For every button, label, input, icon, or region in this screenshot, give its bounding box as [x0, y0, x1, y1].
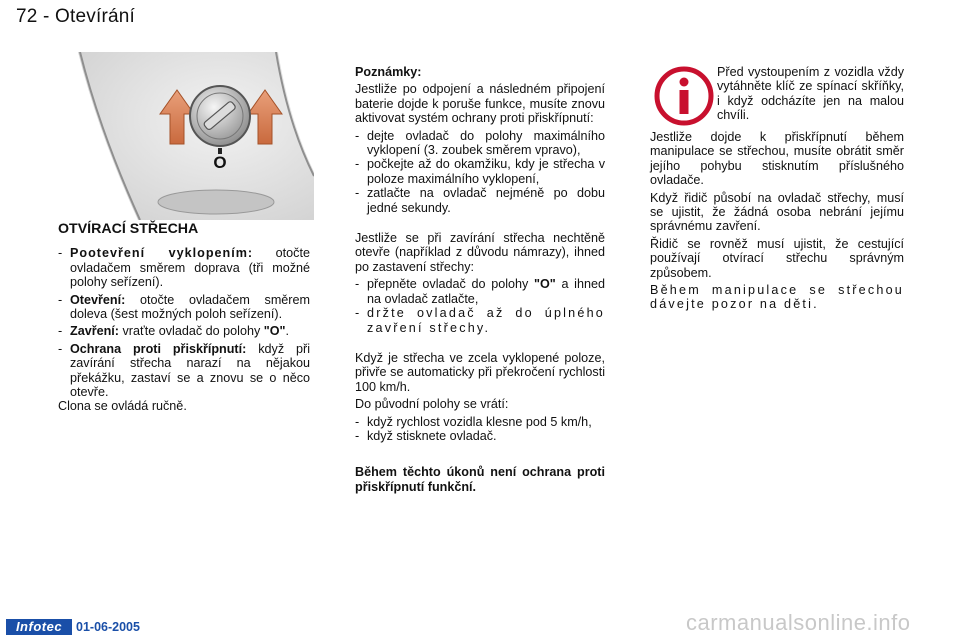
- column-left: [58, 222, 310, 414]
- header-separator: -: [43, 6, 50, 27]
- list-item: - když rychlost vozidla klesne pod 5 km/h,: [355, 414, 592, 429]
- info-icon: [652, 64, 716, 128]
- item-label: Otevření:: [70, 292, 126, 307]
- list-item: - držte ovladač až do úplného zavření střechy.: [355, 306, 605, 335]
- page-title: Otevírání: [55, 6, 135, 27]
- closing-text: Clona se ovládá ručně.: [58, 399, 187, 414]
- footer-date: 01-06-2005: [76, 620, 140, 634]
- position-o-label: O: [213, 153, 227, 172]
- list-item: - přepněte ovladač do polohy "O" a ihned na ovladač zatlačte,: [355, 277, 605, 306]
- item-label: Pootevření vyklopením:: [70, 246, 254, 261]
- watermark: carmanualsonline.info: [686, 610, 911, 635]
- paragraph: Během manipulace se střechou dávejte pozor na děti.: [650, 283, 904, 312]
- list-item: - počkejte až do okamžiku, kdy je střecha v poloze maximálního vyklopení,: [355, 157, 605, 186]
- page-number: 72: [16, 6, 38, 27]
- notes-title: Poznámky:: [355, 65, 422, 79]
- page-header: [16, 6, 135, 28]
- paragraph: Jestliže dojde k přiskřípnutí během manipulace se střechou, musíte obrátit směr jejího pohybu stisknutím příslušného ovladače.: [650, 130, 904, 188]
- paragraph: Když řidič působí na ovladač střechy, musí se ujistit, že žádná osoba nebrání jejímu správnému zavření.: [650, 190, 904, 234]
- info-text: Před vystoupením z vozidla vždy vytáhněte klíč ze spínací skříňky, i když odcházíte jen na malou chvíli.: [717, 65, 904, 123]
- list-item: - zatlačte na ovladač nejméně po dobu jedné sekundy.: [355, 186, 605, 215]
- list-item: - Ochrana proti přiskřípnutí: když při zavírání střecha narazí na nějakou překážku, zastaví se a znovu se o něco otevře.: [58, 341, 310, 400]
- paragraph: Když je střecha ve zcela vyklopené poloze, přivře se automaticky při překročení rychlosti 100 km/h.: [355, 350, 605, 394]
- section-title: OTVÍRACÍ STŘECHA: [58, 221, 199, 237]
- list-item: - Otevření: otočte ovladačem směrem doleva (šest možných poloh seřízení).: [58, 292, 310, 322]
- paragraph: Řidič se rovněž musí ujistit, že cestující používají otvírací střechu správným způsobem.: [650, 236, 904, 280]
- list-item: - Zavření: vraťte ovladač do polohy "O".: [58, 324, 289, 339]
- column-right: [650, 130, 904, 312]
- rotary-knob-icon: [190, 86, 250, 146]
- list-item: - Pootevření vyklopením: otočte ovladačem směrem doprava (tři možné polohy seřízení).: [58, 246, 310, 290]
- paragraph: Jestliže po odpojení a následném připojení baterie dojde k poruše funkce, musíte znovu aktivovat systém ochrany proti přiskřípnutí:: [355, 82, 605, 126]
- paragraph: Jestliže se při zavírání střecha nechtěně otevře (například z důvodu námrazy), ihned po zastavení střechy:: [355, 231, 605, 274]
- list-item: - dejte ovladač do polohy maximálního vyklopení (3. zoubek směrem vpravo),: [355, 128, 605, 158]
- info-box: [650, 62, 904, 128]
- list-item: - když stisknete ovladač.: [355, 428, 497, 443]
- item-label: Zavření:: [70, 324, 119, 339]
- item-label: Ochrana proti přiskřípnutí:: [70, 341, 247, 356]
- warning-text: Během těchto úkonů není ochrana proti přiskřípnutí funkční.: [355, 465, 605, 494]
- infotec-logo: Infotec: [6, 619, 72, 635]
- paragraph: Do původní polohy se vrátí:: [355, 397, 509, 412]
- sunroof-control-illustration: [78, 52, 314, 220]
- column-middle: [355, 65, 605, 494]
